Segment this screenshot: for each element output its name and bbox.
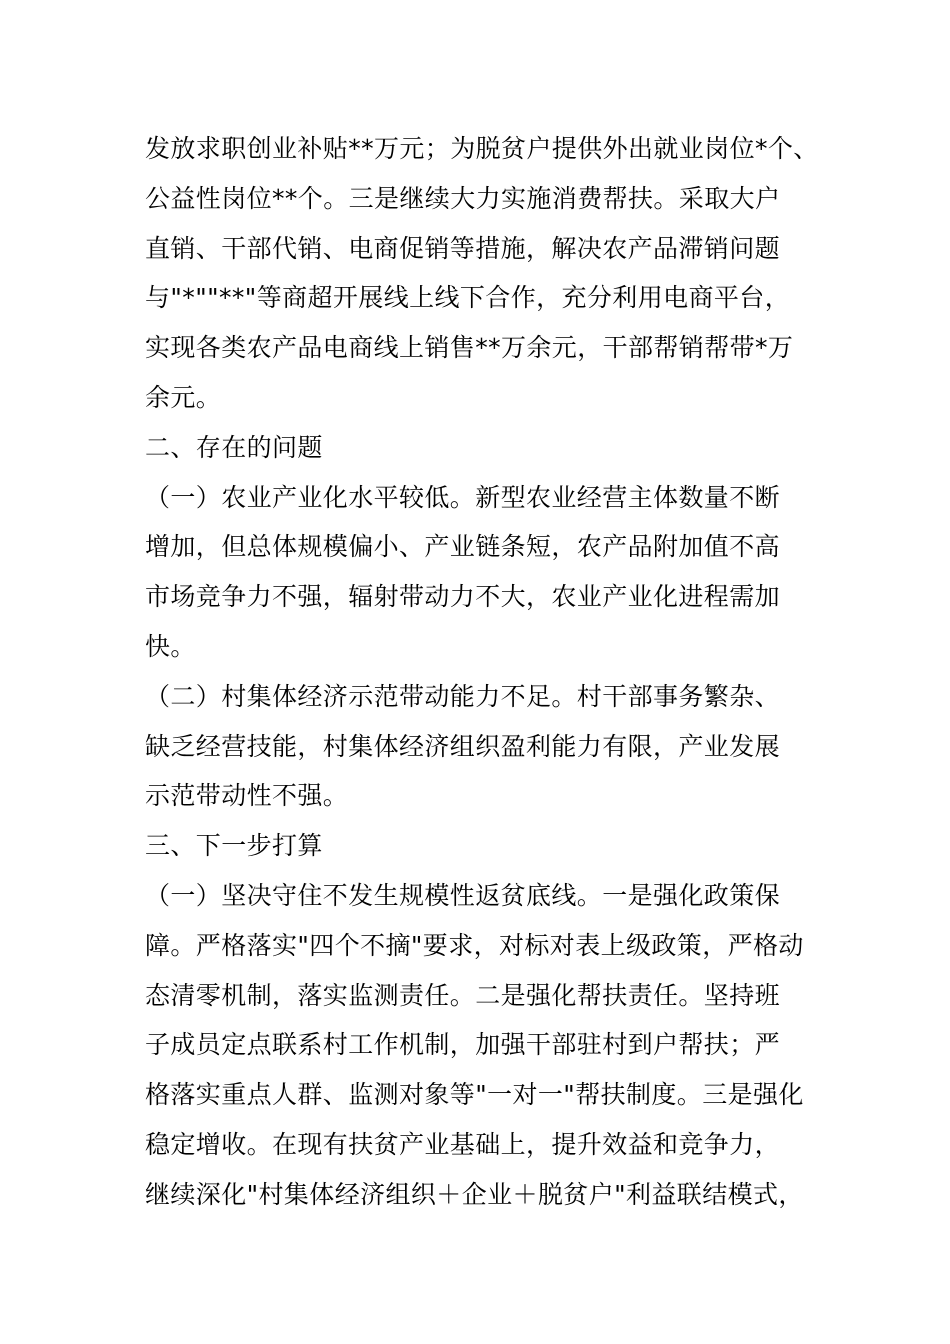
text-line: 态清零机制，落实监测责任。二是强化帮扶责任。坚持班 — [145, 980, 781, 1010]
text-line: 增加，但总体规模偏小、产业链条短，农产品附加值不高 — [145, 532, 781, 562]
text-line: 与"*""**"等商超开展线上线下合作，充分利用电商平台， — [145, 283, 791, 313]
text-line: 直销、干部代销、电商促销等措施，解决农产品滞销问题 — [145, 233, 781, 263]
text-line: 格落实重点人群、监测对象等"一对一"帮扶制度。三是强化 — [145, 1080, 804, 1110]
text-line: 公益性岗位**个。三是继续大力实施消费帮扶。采取大户 — [145, 183, 781, 213]
text-line: 继续深化"村集体经济组织＋企业＋脱贫户"利益联结模式， — [145, 1179, 804, 1209]
section-heading: 二、存在的问题 — [145, 432, 323, 462]
text-line: （一）坚决守住不发生规模性返贫底线。一是强化政策保 — [145, 880, 781, 910]
document-body — [145, 124, 819, 1220]
text-line: 实现各类农产品电商线上销售**万余元，干部帮销帮带*万 — [145, 333, 794, 363]
text-line: 缺乏经营技能，村集体经济组织盈利能力有限，产业发展 — [145, 731, 781, 761]
text-line: 市场竞争力不强，辐射带动力不大，农业产业化进程需加 — [145, 582, 781, 612]
text-line: 发放求职创业补贴**万元；为脱贫户提供外出就业岗位*个、 — [145, 134, 819, 163]
section-heading: 三、下一步打算 — [145, 831, 323, 861]
text-line: 障。严格落实"四个不摘"要求，对标对表上级政策，严格动 — [145, 930, 804, 960]
text-line: （一）农业产业化水平较低。新型农业经营主体数量不断 — [145, 482, 781, 512]
text-line: （二）村集体经济示范带动能力不足。村干部事务繁杂、 — [145, 681, 781, 711]
text-line: 子成员定点联系村工作机制，加强干部驻村到户帮扶；严 — [145, 1030, 781, 1060]
text-line: 余元。 — [145, 382, 222, 412]
text-line: 示范带动性不强。 — [145, 781, 349, 811]
text-line: 快。 — [145, 631, 196, 661]
text-line: 稳定增收。在现有扶贫产业基础上，提升效益和竞争力， — [145, 1129, 781, 1159]
